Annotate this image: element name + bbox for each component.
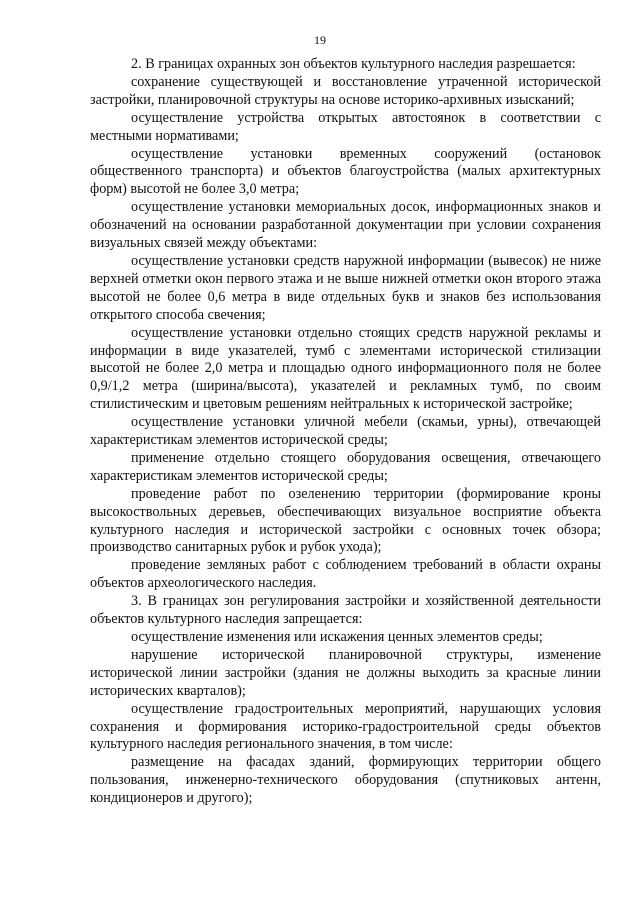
paragraph: осуществление установки уличной мебели (скамьи, урны), отвечающей характеристикам элементов исторической среды; <box>90 414 601 449</box>
paragraph: нарушение исторической планировочной структуры, изменение исторической линии застройки (здания не должны выходить за красные линии исторических кварталов); <box>90 646 601 699</box>
document-body <box>90 56 601 808</box>
paragraph: применение отдельно стоящего оборудования освещения, отвечающего характеристикам элементов исторической среды; <box>90 449 601 484</box>
paragraph-section-2-heading: 2. В границах охранных зон объектов культурного наследия разрешается: <box>131 56 576 72</box>
paragraph: проведение земляных работ с соблюдением требований в области охраны объектов археологического наследия. <box>90 557 601 592</box>
page-number: 19 <box>314 33 326 47</box>
paragraph: осуществление устройства открытых автостоянок в соответствии с местными нормативами; <box>90 109 601 144</box>
paragraph: размещение на фасадах зданий, формирующих территории общего пользования, инженерно-технического оборудования (спутниковых антенн, кондиционеров и другого); <box>90 754 601 807</box>
paragraph: осуществление изменения или искажения ценных элементов среды; <box>131 629 543 645</box>
paragraph: осуществление установки отдельно стоящих средств наружной рекламы и информации в виде указателей, тумб с элементами исторической стилизации высотой не более 2,0 метра и площадью одного информационного поля не более 0,9/1,2 метра (ширина/высота), указателей и рекламных тумб, по своим стилистическим и цветовым решениям нейтральных к исторической застройке; <box>90 324 601 413</box>
paragraph: осуществление градостроительных мероприятий, нарушающих условия сохранения и формирования историко-градостроительной среды объектов культурного наследия регионального значения, в том числе: <box>90 700 601 753</box>
paragraph: осуществление установки временных сооружений (остановок общественного транспорта) и объектов благоустройства (малых архитектурных форм) высотой не более 3,0 метра; <box>90 145 601 198</box>
paragraph: осуществление установки мемориальных досок, информационных знаков и обозначений на основании разработанной документации при условии сохранения визуальных связей между объектами: <box>90 199 601 252</box>
paragraph: проведение работ по озеленению территории (формирование кроны высокоствольных деревьев, обеспечивающих визуальное восприятие объекта культурного наследия и исторической застройки с основных точек обзора; производство санитарных рубок и рубок ухода); <box>90 485 601 556</box>
paragraph: осуществление установки средств наружной информации (вывесок) не ниже верхней отметки окон первого этажа и не выше нижней отметки окон второго этажа высотой не более 0,6 метра в виде отдельных букв и знаков без использования открытого способа свечения; <box>90 252 601 323</box>
paragraph-section-3-heading: 3. В границах зон регулирования застройки и хозяйственной деятельности объектов культурного наследия запрещается: <box>90 593 601 628</box>
paragraph: сохранение существующей и восстановление утраченной исторической застройки, планировочной структуры на основе историко-архивных изысканий; <box>90 73 601 108</box>
